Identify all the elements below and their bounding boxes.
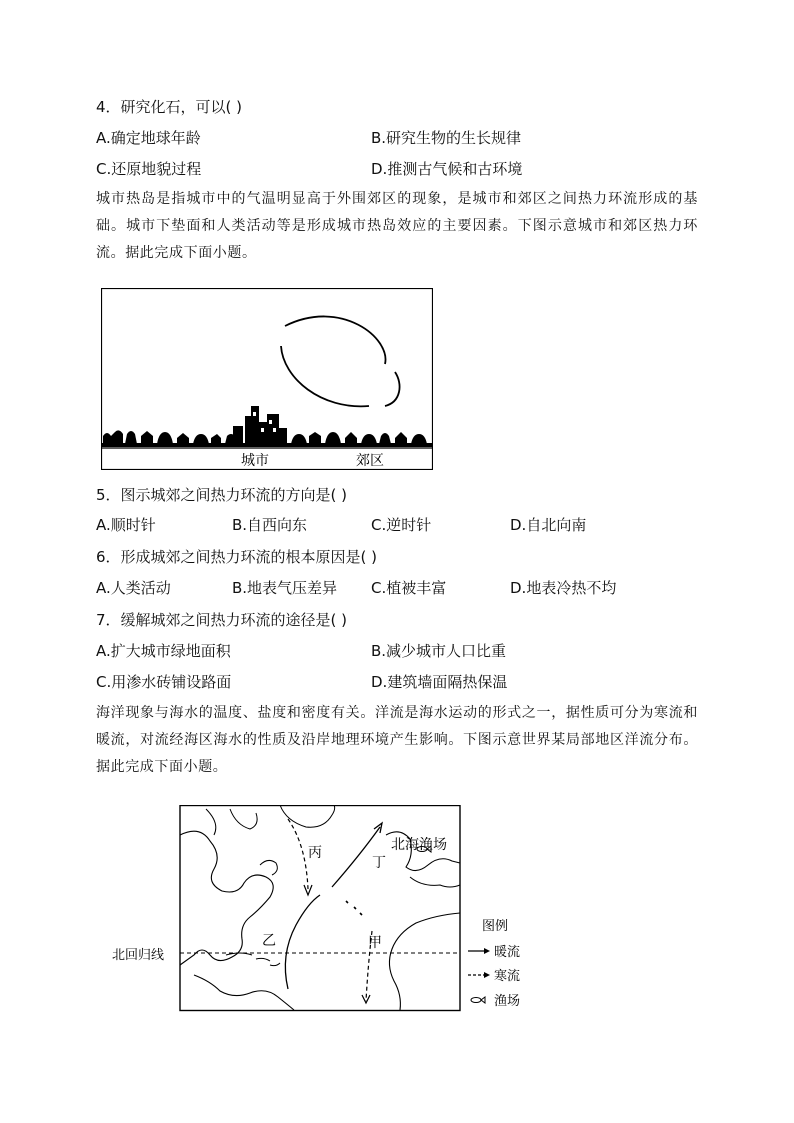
q6-option-d: D.地表冷热不均 <box>510 579 617 597</box>
label-fishery: 北海渔场 <box>391 837 447 853</box>
q5-option-d: D.自北向南 <box>510 516 587 534</box>
legend-title: 图例 <box>482 919 509 934</box>
q4-option-a: A.确定地球年龄 <box>96 129 201 147</box>
q7-stem: 7．缓解城郊之间热力环流的途径是( ) <box>96 611 348 629</box>
passage-heat-island: 城市热岛是指城市中的气温明显高于外围郊区的现象，是城市和郊区之间热力环流形成的基础。城市下垫面和人类活动等是形成城市热岛效应的主要因素。下图示意城市和郊区热力环流。据此完成下面小题。 <box>96 191 698 261</box>
passage-ocean-currents: 海洋现象与海水的温度、盐度和密度有关。洋流是海水运动的形式之一，据性质可分为寒流和暖流，对流经海区海水的性质及沿岸地理环境产生影响。下图示意世界某局部地区洋流分布。据此完成下面小题。 <box>96 705 698 775</box>
q4-option-c: C.还原地貌过程 <box>96 160 202 178</box>
label-ding: 丁 <box>372 855 386 871</box>
q4-option-b: B.研究生物的生长规律 <box>371 129 522 147</box>
tropic-label: 北回归线 <box>112 948 165 963</box>
q4-stem: 4．研究化石，可以( ) <box>96 98 243 116</box>
figure-heat-island <box>101 288 433 470</box>
q5-option-b: B.自西向东 <box>232 516 308 534</box>
legend-fishery-icon <box>471 997 485 1003</box>
q5-option-a: A.顺时针 <box>96 516 156 534</box>
q6-option-c: C.植被丰富 <box>371 579 447 597</box>
figure-ocean-currents-map <box>110 805 540 1015</box>
q7-option-a: A.扩大城市绿地面积 <box>96 642 231 660</box>
q4-option-d: D.推测古气候和古环境 <box>371 160 523 178</box>
q5-option-c: C.逆时针 <box>371 516 432 534</box>
label-yi: 乙 <box>262 933 276 949</box>
q7-option-d: D.建筑墙面隔热保温 <box>371 673 508 691</box>
q6-stem: 6．形成城郊之间热力环流的根本原因是( ) <box>96 548 378 566</box>
legend-cold-label: 寒流 <box>494 969 521 984</box>
q6-option-b: B.地表气压差异 <box>232 579 338 597</box>
q7-option-c: C.用渗水砖铺设路面 <box>96 673 232 691</box>
q5-stem: 5．图示城郊之间热力环流的方向是( ) <box>96 486 348 504</box>
legend-warm-label: 暖流 <box>494 945 521 960</box>
label-city: 城市 <box>241 453 269 469</box>
legend-fishery-label: 渔场 <box>494 994 521 1009</box>
label-suburb: 郊区 <box>356 453 384 469</box>
label-bing: 丙 <box>308 845 322 861</box>
label-jia: 甲 <box>368 935 382 951</box>
q7-option-b: B.减少城市人口比重 <box>371 642 507 660</box>
q6-option-a: A.人类活动 <box>96 579 171 597</box>
